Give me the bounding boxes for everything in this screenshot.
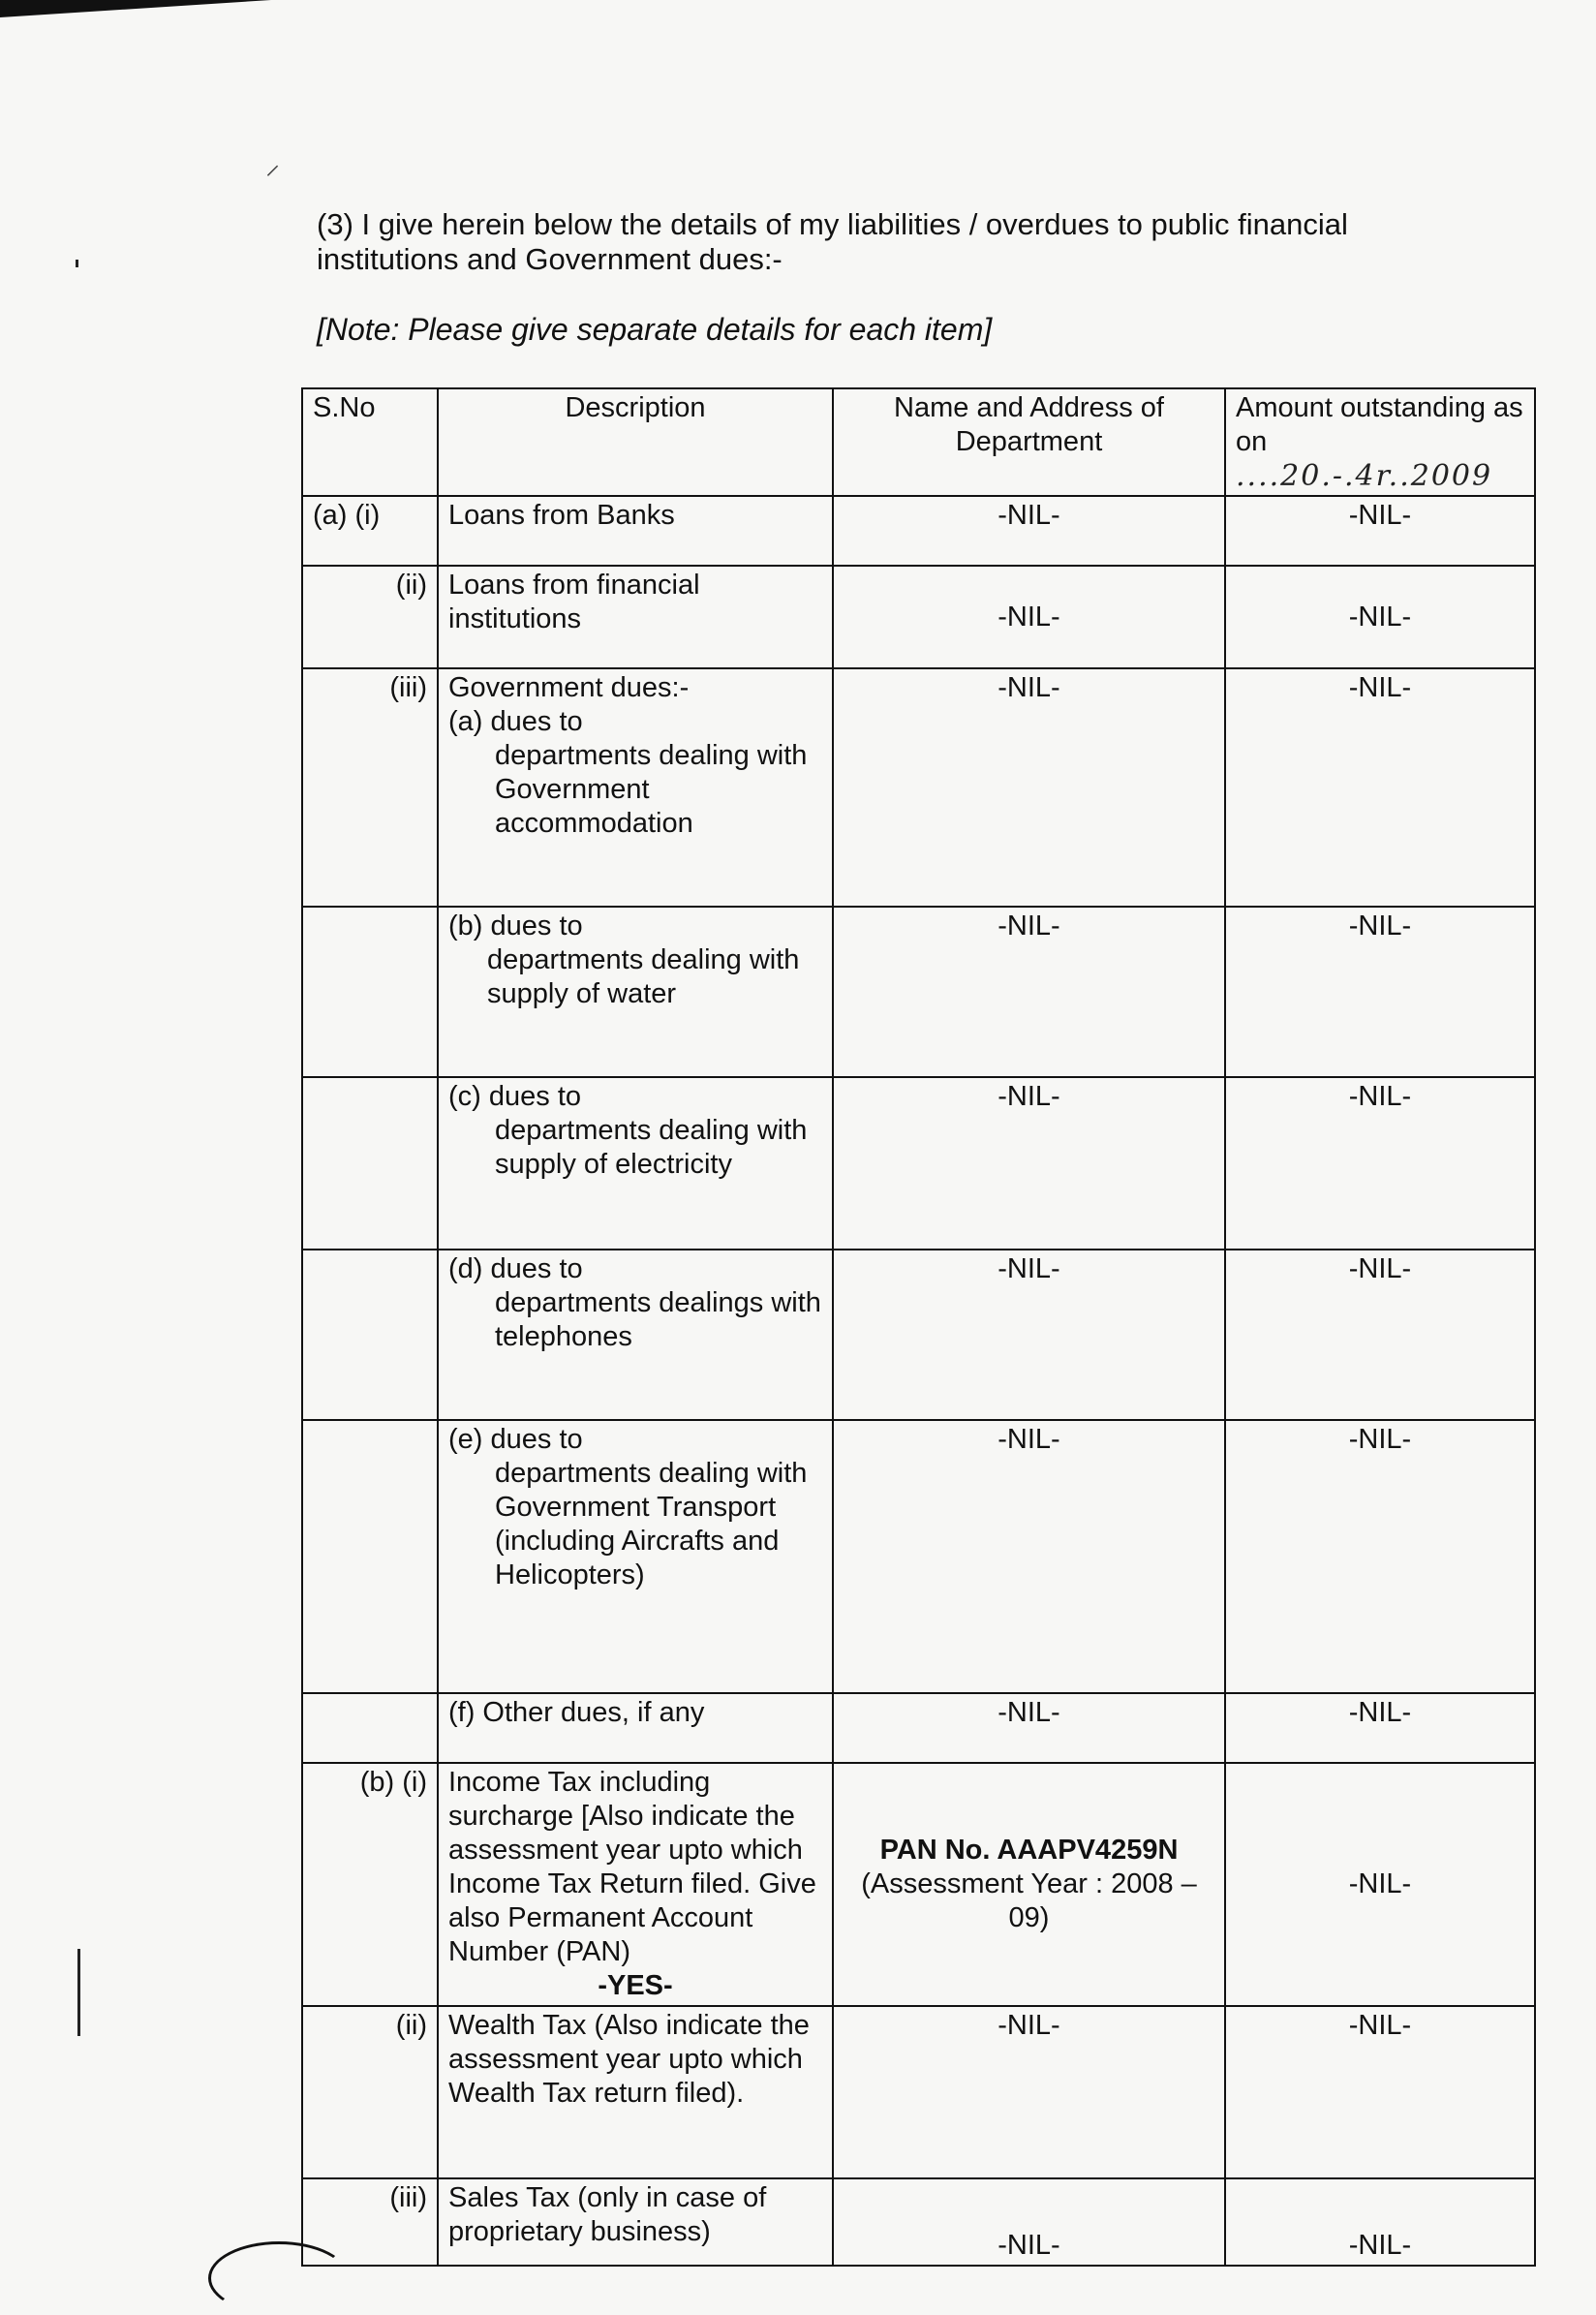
row-department: -NIL-: [833, 907, 1225, 1077]
row-sno: (a) (i): [302, 496, 438, 566]
row-amount: -NIL-: [1225, 2006, 1535, 2178]
row-sno: [302, 1693, 438, 1763]
row-amount: -NIL-: [1225, 566, 1535, 668]
header-sno: S.No: [302, 388, 438, 496]
row-description: [438, 907, 833, 1077]
header-amount: [1225, 388, 1535, 496]
row-description: [438, 1763, 833, 2006]
row-amount: -NIL-: [1225, 1763, 1535, 2006]
liabilities-table: [301, 387, 1536, 2267]
table-row: [302, 1420, 1535, 1693]
row-department: -NIL-: [833, 668, 1225, 907]
row-amount: -NIL-: [1225, 496, 1535, 566]
table-row: [302, 566, 1535, 668]
row-description: Loans from Banks: [438, 496, 833, 566]
row-description-subtext: departments dealing with Government Transport (including Aircrafts and Helicopters): [495, 1458, 808, 1590]
row-answer: -YES-: [598, 1970, 673, 2001]
row-description: [438, 1077, 833, 1250]
row-sno: [302, 1420, 438, 1693]
table-row: [302, 1250, 1535, 1420]
row-amount: -NIL-: [1225, 2178, 1535, 2266]
row-sno: [302, 907, 438, 1077]
table-row: [302, 1763, 1535, 2006]
table-row: [302, 1077, 1535, 1250]
row-description: (f) Other dues, if any: [438, 1693, 833, 1763]
scan-corner-shadow: [0, 0, 271, 17]
assessment-year: (Assessment Year : 2008 – 09): [861, 1868, 1197, 1933]
table-row: [302, 2178, 1535, 2266]
table-row: [302, 496, 1535, 566]
row-description-subtext: departments dealing with supply of electricity: [495, 1115, 808, 1180]
row-description-sublabel: (e) dues to: [448, 1424, 583, 1455]
row-sno: (ii): [302, 566, 438, 668]
row-sno: [302, 1077, 438, 1250]
handwritten-date: ....20.-.4r..2009: [1236, 459, 1493, 493]
row-department: -NIL-: [833, 566, 1225, 668]
row-description: Wealth Tax (Also indicate the assessment year upto which Wealth Tax return filed).: [438, 2006, 833, 2178]
row-department: [833, 1763, 1225, 2006]
row-description-sublabel: (c) dues to: [448, 1081, 581, 1112]
table-row: [302, 668, 1535, 907]
row-description-title: Government dues:-: [448, 672, 690, 703]
row-description-sublabel: (d) dues to: [448, 1253, 583, 1284]
row-sno: (ii): [302, 2006, 438, 2178]
header-amount-label: Amount outstanding as on: [1236, 392, 1523, 457]
row-description: [438, 668, 833, 907]
row-amount: -NIL-: [1225, 1077, 1535, 1250]
table-row: [302, 907, 1535, 1077]
table-row: [302, 2006, 1535, 2178]
row-description: Loans from financial institutions: [438, 566, 833, 668]
row-department: -NIL-: [833, 1420, 1225, 1693]
table-row: [302, 1693, 1535, 1763]
header-description: Description: [438, 388, 833, 496]
row-amount: -NIL-: [1225, 668, 1535, 907]
row-department: -NIL-: [833, 1693, 1225, 1763]
row-sno: (iii): [302, 2178, 438, 2266]
row-department: -NIL-: [833, 1077, 1225, 1250]
intro-paragraph: (3) I give herein below the details of my liabilities / overdues to public financial institutions and Government dues:-: [317, 207, 1348, 276]
note-text: [Note: Please give separate details for each item]: [317, 312, 993, 347]
row-department: -NIL-: [833, 2006, 1225, 2178]
row-description: Sales Tax (only in case of proprietary business): [438, 2178, 833, 2266]
pan-number: PAN No. AAAPV4259N: [879, 1835, 1179, 1866]
row-department: -NIL-: [833, 1250, 1225, 1420]
header-department: Name and Address of Department: [833, 388, 1225, 496]
row-description-text: Income Tax including surcharge [Also indicate the assessment year upto which Income Tax Return filed. Give also Permanent Account Number (PAN): [448, 1767, 816, 1967]
row-description: [438, 1420, 833, 1693]
margin-mark: [76, 260, 78, 267]
row-description-subtext: departments dealing with Government accommodation: [495, 740, 808, 839]
row-description: [438, 1250, 833, 1420]
row-department: -NIL-: [833, 496, 1225, 566]
row-sno: (b) (i): [302, 1763, 438, 2006]
row-description-subtext: departments dealings with telephones: [495, 1287, 821, 1352]
row-description-sublabel: (a) dues to: [448, 706, 583, 737]
row-sno: (iii): [302, 668, 438, 907]
row-amount: -NIL-: [1225, 1250, 1535, 1420]
row-amount: -NIL-: [1225, 1693, 1535, 1763]
header-row: [302, 388, 1535, 496]
row-amount: -NIL-: [1225, 907, 1535, 1077]
row-description-sublabel: (b) dues to: [448, 911, 583, 941]
row-department: -NIL-: [833, 2178, 1225, 2266]
margin-line: [77, 1949, 80, 2036]
row-description-subtext: departments dealing with supply of water: [487, 944, 800, 1009]
pen-mark: ⸍: [265, 161, 280, 193]
row-sno: [302, 1250, 438, 1420]
row-amount: -NIL-: [1225, 1420, 1535, 1693]
